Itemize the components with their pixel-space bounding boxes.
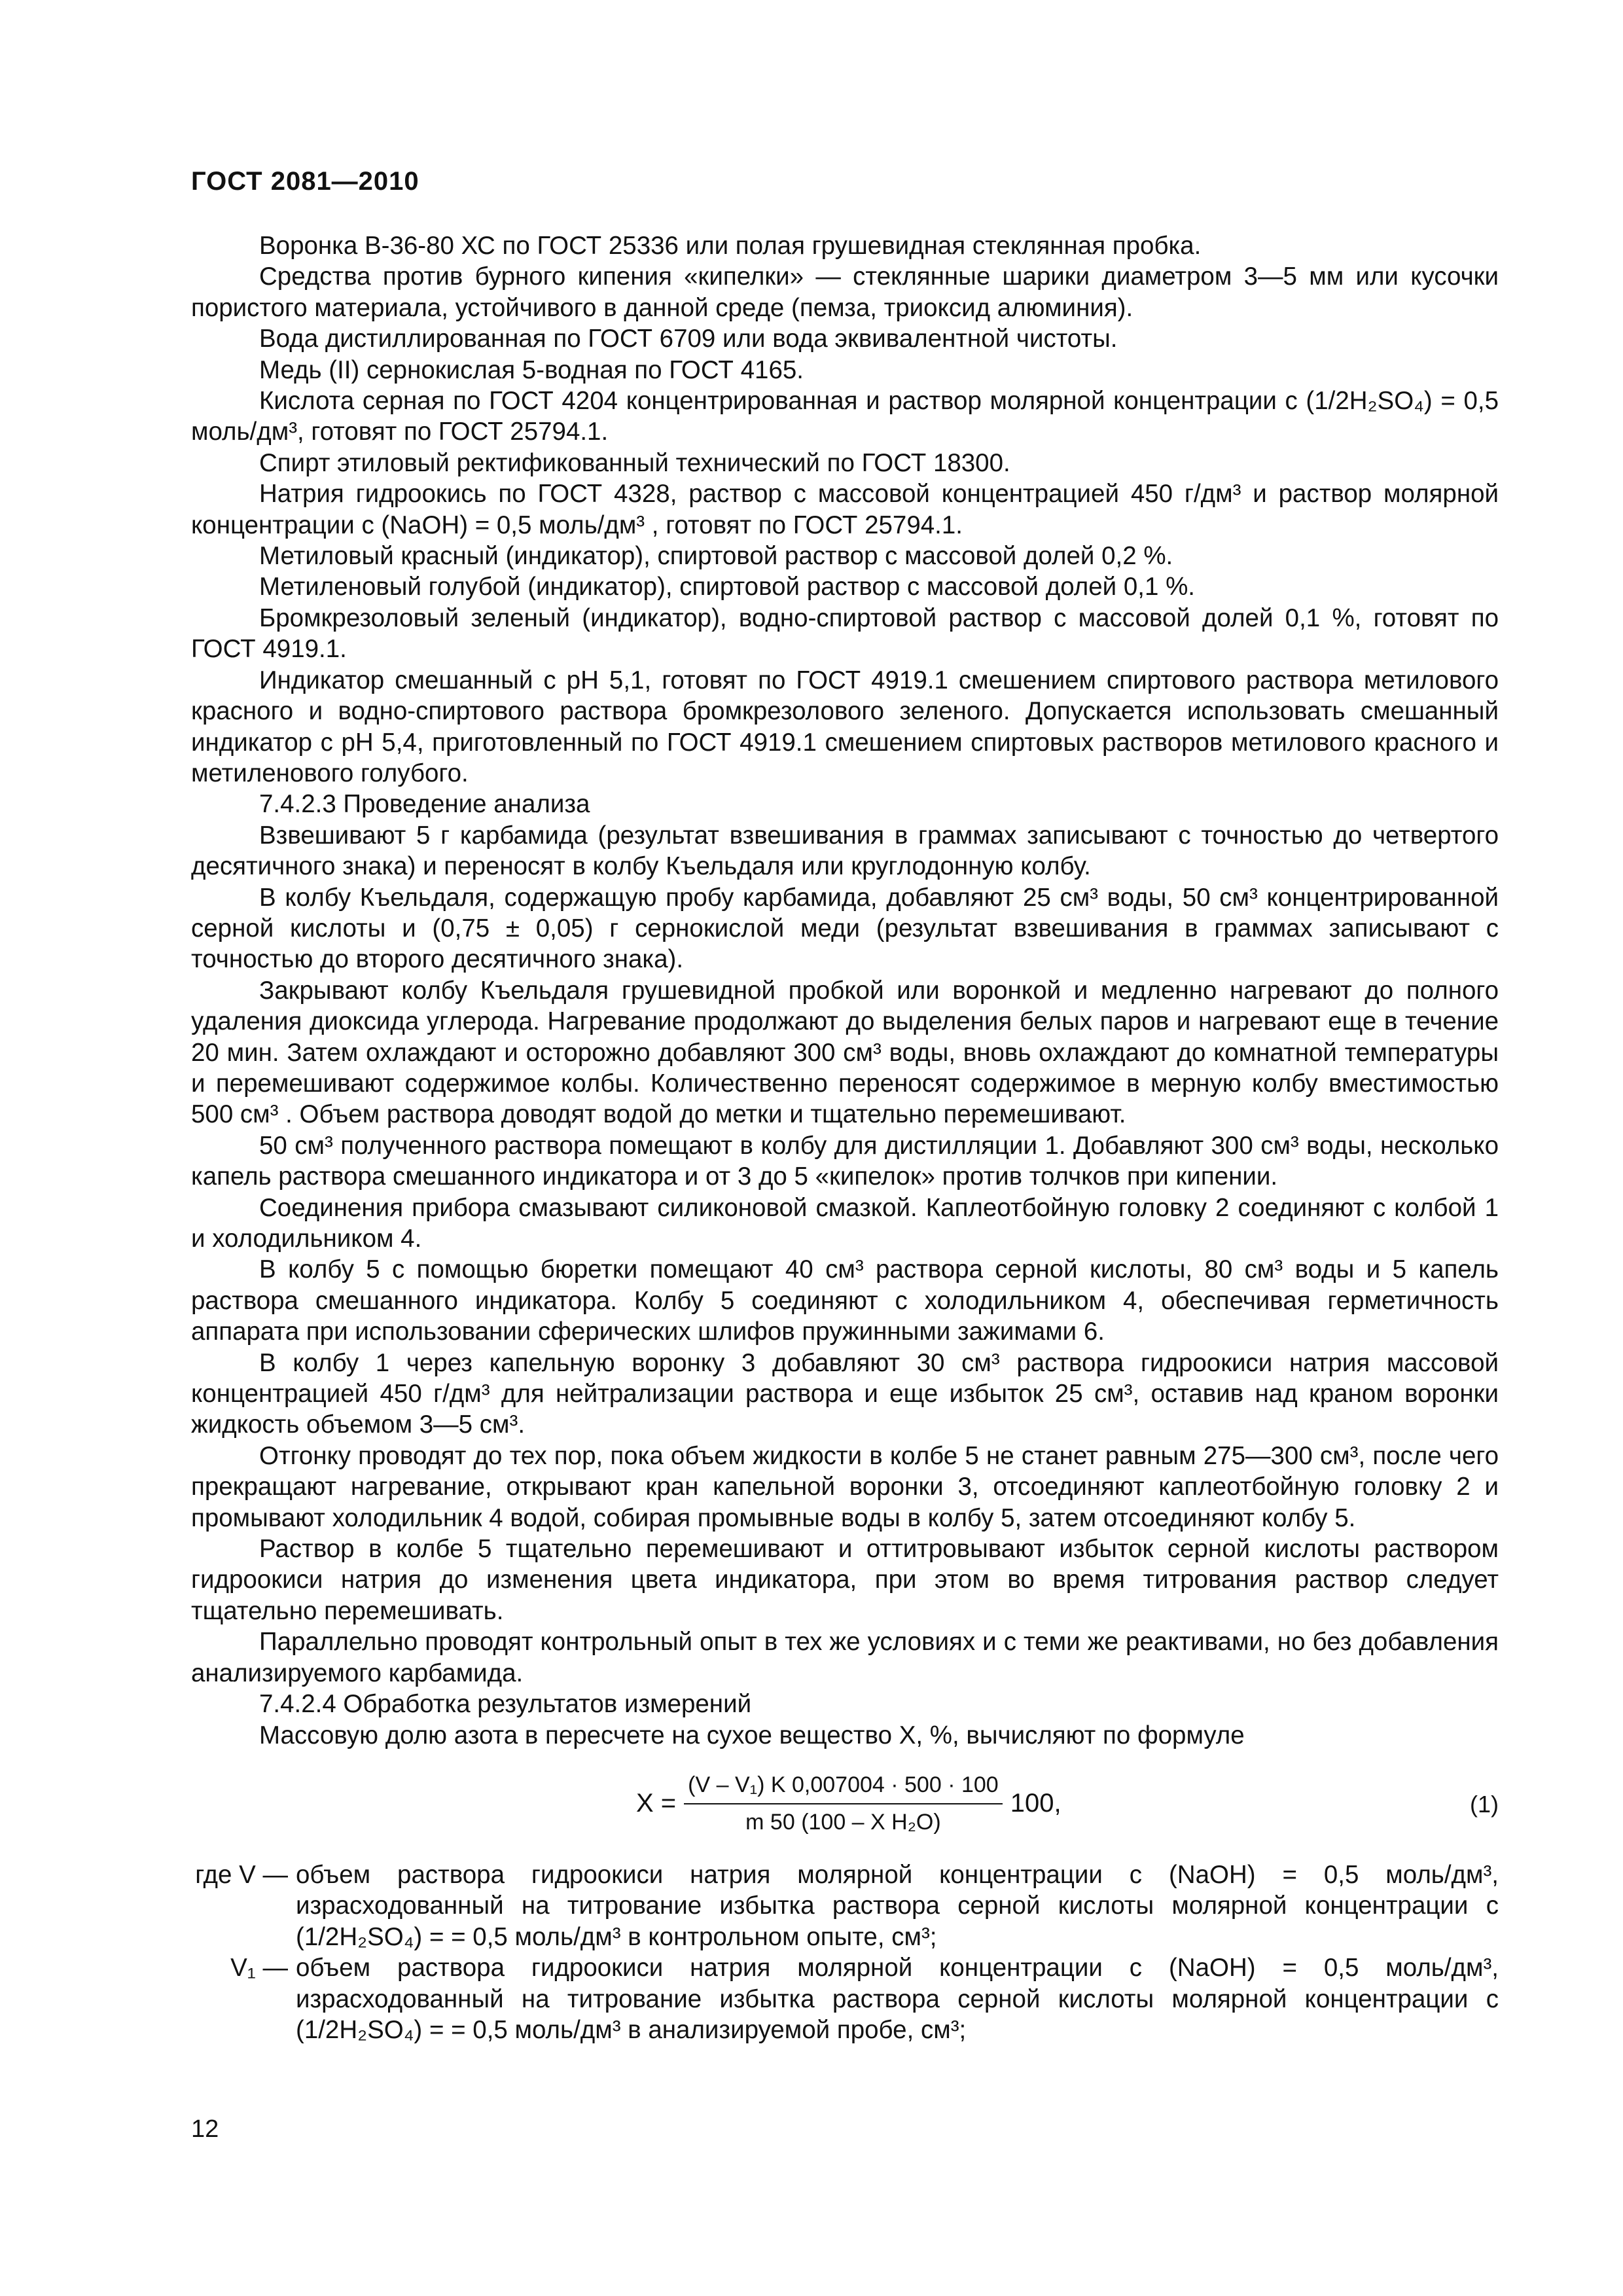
paragraph: Отгонку проводят до тех пор, пока объем жидкости в колбе 5 не станет равным 275—300 см³, после чего прекращают нагревание, открывают кран капельной воронки 3, отсоединяют каплеотбойную головку 2 и промывают холодильник 4 водой, собирая промывные воды в колбу 5, затем отсоединяют колбу 5. [191,1441,1499,1532]
document-body [191,230,1499,2045]
paragraph: В колбу 5 с помощью бюретки помещают 40 см³ раствора серной кислоты, 80 см³ воды и 5 капель раствора смешанного индикатора. Колбу 5 соединяют с холодильником 4, обеспечивая герметичность аппарата при использовании сферических шлифов пружинными зажимами 6. [191,1255,1499,1346]
paragraph: Закрывают колбу Къельдаля грушевидной пробкой или воронкой и медленно нагревают до полного удаления диоксида углерода. Нагревание продолжают до выделения белых паров и нагревают еще в течение 20 мин. Затем охлаждают и осторожно добавляют 300 см³ воды, вновь охлаждают до комнатной температуры и перемешивают содержимое колбы. Количественно переносят содержимое в мерную колбу вместимостью 500 см³ . Объем раствора доводят водой до метки и тщательно перемешивают. [191,976,1499,1129]
paragraph: Воронка В-36-80 ХС по ГОСТ 25336 или полая грушевидная стеклянная пробка. [259,232,1202,260]
formula-number: (1) [1470,1790,1499,1818]
section-heading: 7.4.2.4 Обработка результатов измерений [259,1690,752,1719]
paragraph: В колбу 1 через капельную воронку 3 добавляют 30 см³ раствора гидроокиси натрия массовой концентрацией 450 г/дм³ для нейтрализации раствора и еще избыток 25 см³, оставив над краном воронки жидкость объемом 3—5 см³. [191,1348,1499,1439]
paragraph: Медь (II) сернокислая 5-водная по ГОСТ 4165. [259,355,804,384]
paragraph: Бромкрезоловый зеленый (индикатор), водно-спиртовой раствор с массовой долей 0,1 %, готовят по ГОСТ 4919.1. [191,603,1499,664]
paragraph: Раствор в колбе 5 тщательно перемешивают и оттитровывают избыток серной кислоты раствором гидроокиси натрия до изменения цвета индикатора, при этом во время титрования раствор следует тщательно перемешивать. [191,1535,1499,1625]
paragraph: Параллельно проводят контрольный опыт в тех же условиях и с теми же реактивами, но без добавления анализируемого карбамида. [191,1628,1499,1687]
formula-fraction [684,1770,1003,1839]
formula-trail: 100, [1010,1789,1061,1818]
paragraph: Кислота серная по ГОСТ 4204 концентрированная и раствор молярной концентрации c (1/2H₂SO₄) = 0,5 моль/дм³, готовят по ГОСТ 25794.1. [191,387,1499,446]
formula-denominator: m 50 (100 – X H₂O) [745,1809,941,1835]
formula [636,1755,1061,1853]
paragraph: Вода дистиллированная по ГОСТ 6709 или вода эквивалентной чистоты. [259,325,1118,353]
definitions-list [191,1859,1499,2045]
paragraph: Индикатор смешанный с pH 5,1, готовят по ГОСТ 4919.1 смешением спиртового раствора метилового красного и водно-спиртового раствора бромкрезолового зеленого. Допускается использовать смешанный индикатор с pH 5,4, приготовленный по ГОСТ 4919.1 смешением спиртовых растворов метилового красного и метиленового голубого. [191,666,1499,787]
paragraph: Соединения прибора смазывают силиконовой смазкой. Каплеотбойную головку 2 соединяют с колбой 1 и холодильником 4. [191,1193,1499,1253]
paragraph: Метиловый красный (индикатор), спиртовой раствор с массовой долей 0,2 %. [259,542,1173,571]
paragraph: В колбу Къельдаля, содержащую пробу карбамида, добавляют 25 см³ воды, 50 см³ концентрированной серной кислоты и (0,75 ± 0,05) г сернокислой меди (результат взвешивания в граммах записывают с точностью до второго десятичного знака). [191,883,1499,974]
definition-term: где V — [195,1860,288,1889]
definition-item [191,1952,1499,2045]
paragraph: Взвешивают 5 г карбамида (результат взвешивания в граммах записывают с точностью до четвертого десятичного знака) и переносят в колбу Къельдаля или круглодонную колбу. [191,821,1499,881]
formula-block [191,1755,1499,1853]
definition-item [191,1859,1499,1952]
paragraph: Натрия гидроокись по ГОСТ 4328, раствор с массовой концентрацией 450 г/дм³ и раствор молярной концентрации c (NaOH) = 0,5 моль/дм³ , готовят по ГОСТ 25794.1. [191,480,1499,539]
definition-term: V₁ — [230,1954,288,1982]
paragraph: Средства против бурного кипения «кипелки» — стеклянные шарики диаметром 3—5 мм или кусочки пористого материала, устойчивого в данной среде (пемза, триоксид алюминия). [191,262,1499,322]
definition-text: объем раствора гидроокиси натрия молярной концентрации c (NaOH) = 0,5 моль/дм³, израсходованный на титрование избытка раствора серной кислоты молярной концентрации c (1/2H₂SO₄) = = 0,5 моль/дм³ в анализируемой пробе, см³; [296,1954,1499,2044]
definition-text: объем раствора гидроокиси натрия молярной концентрации c (NaOH) = 0,5 моль/дм³, израсходованный на титрование избытка раствора серной кислоты молярной концентрации c (1/2H₂SO₄) = = 0,5 моль/дм³ в контрольном опыте, см³; [296,1860,1499,1951]
formula-lhs: X = [636,1789,677,1818]
page-header: ГОСТ 2081—2010 [191,167,419,196]
page-number: 12 [191,2115,219,2143]
paragraph: Спирт этиловый ректификованный технический по ГОСТ 18300. [259,448,1010,477]
section-heading: 7.4.2.3 Проведение анализа [259,790,590,819]
paragraph: Метиленовый голубой (индикатор), спиртовой раствор с массовой долей 0,1 %. [259,573,1196,601]
paragraph: Массовую долю азота в пересчете на сухое вещество X, %, вычисляют по формуле [259,1721,1245,1749]
formula-numerator: (V – V₁) K 0,007004 · 500 · 100 [684,1770,1003,1804]
paragraph: 50 см³ полученного раствора помещают в колбу для дистилляции 1. Добавляют 300 см³ воды, несколько капель раствора смешанного индикатора и от 3 до 5 «кипелок» против толчков при кипении. [191,1131,1499,1191]
